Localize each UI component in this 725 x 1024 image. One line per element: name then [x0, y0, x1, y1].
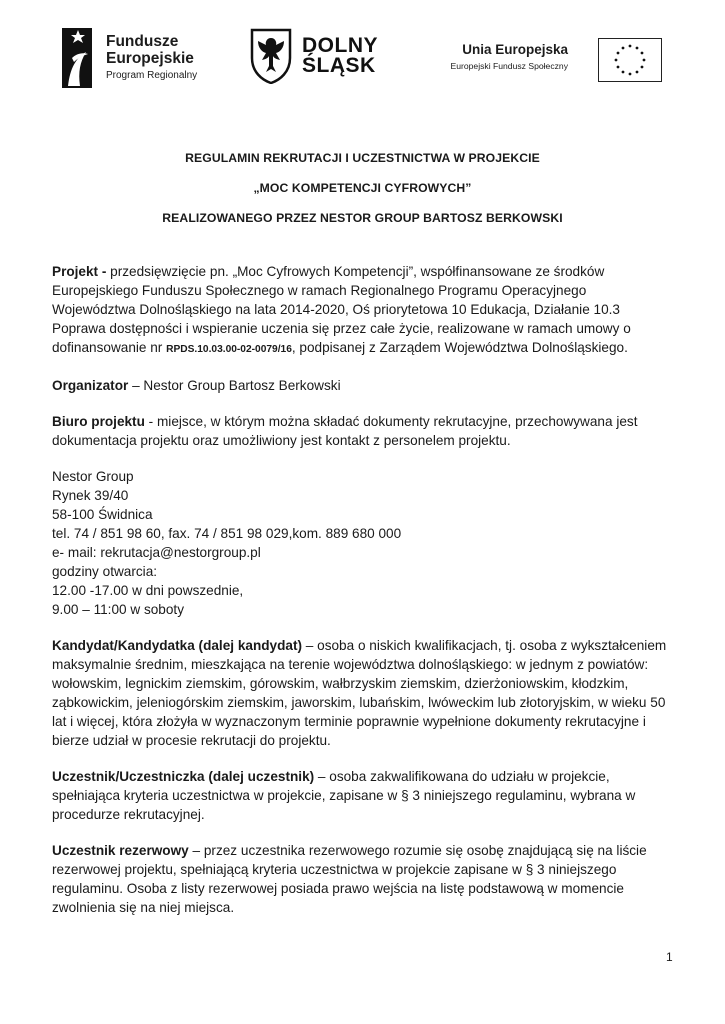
eagle-shield-icon [250, 28, 292, 84]
dolny-slask-logo-line1: DOLNY [302, 34, 378, 57]
definition-uczestnik [52, 767, 670, 824]
term-kandydat: Kandydat/Kandydatka (dalej kandydat) [52, 638, 303, 653]
office-address [52, 467, 670, 619]
definition-kandydat-text: – osoba o niskich kwalifikacjach, tj. osoba z wykształceniem maksymalnie średnim, mieszkająca na terenie województwa dolnośląskiego: w jednym z powiatów: wołowskim, legnickim ziemskim, górowskim, wałbrzyskim ziemskim, dzierżoniowskim, kłodzkim, ząbkowickim, jeleniogórskim ziemskim, jaworskim, lubańskim, lwóweckim lub złotoryjskim, w wieku 50 lat i więcej, która złożyła w wyznaczonym terminie poprawnie wypełnione dokumenty rekrutacyjne i bierze udział w procesie rekrutacji do projektu. [52, 638, 667, 748]
dolny-slask-logo [250, 28, 400, 88]
unia-logo-line1: Unia Europejska [462, 42, 568, 57]
definition-biuro-text: - miejsce, w którym można składać dokumenty rekrutacyjne, przechowywana jest dokumentacja projektu oraz umożliwiony jest kontakt z personelem projektu. [52, 414, 638, 448]
definition-biuro [52, 412, 670, 450]
definition-organizator-text: – Nestor Group Bartosz Berkowski [128, 378, 341, 393]
address-name: Nestor Group [52, 469, 134, 484]
dolny-slask-logo-line2: ŚLĄSK [302, 53, 376, 77]
unia-logo-line2: Europejski Fundusz Społeczny [450, 61, 568, 71]
definition-projekt [52, 262, 670, 359]
address-city: 58-100 Świdnica [52, 507, 153, 522]
definition-uczestnik-text: – osoba zakwalifikowana do udziału w projekcie, spełniająca kryteria uczestnictwa w projekcie, zapisane w § 3 niniejszego regulaminu, wybrana w procedurze rekrutacyjnej. [52, 769, 636, 822]
unia-europejska-logo [436, 28, 666, 88]
address-hours-saturday: 9.00 – 11:00 w soboty [52, 602, 185, 617]
definition-organizator [52, 376, 670, 395]
fundusze-logo-line1: Fundusze [106, 33, 179, 50]
term-biuro: Biuro projektu [52, 414, 145, 429]
document-title-line1: REGULAMIN REKRUTACJI I UCZESTNICTWA W PROJEKCIE [185, 151, 540, 165]
address-email: e- mail: rekrutacja@nestorgroup.pl [52, 545, 261, 560]
address-street: Rynek 39/40 [52, 488, 129, 503]
fundusze-logo-line3: Program Regionalny [106, 70, 198, 81]
definition-uczestnik-rezerwowy [52, 841, 670, 917]
definition-projekt-text: przedsięwzięcie pn. „Moc Cyfrowych Kompetencji”, współfinansowane ze środków Europejskiego Funduszu Społecznego w ramach Regionalnego Programu Operacyjnego Województwa Dolnośląskiego na lata 2014-2020, Oś priorytetowa 10 Edukacja, Działanie 10.3 Poprawa dostępności i wspieranie uczenia się przez całe życie, realizowane w ramach umowy o dofinansowanie nr [52, 264, 631, 355]
fundusze-logo-line2: Europejskie [106, 49, 194, 67]
eu-flag-icon [598, 38, 662, 82]
fundusze-europejskie-logo [62, 28, 222, 88]
document-title-line2: „MOC KOMPETENCJI CYFROWYCH” [253, 181, 472, 195]
address-hours-label: godziny otwarcia: [52, 564, 158, 579]
term-organizator: Organizator [52, 378, 129, 393]
page-number: 1 [666, 950, 673, 964]
term-projekt: Projekt - [52, 264, 107, 279]
term-uczestnik: Uczestnik/Uczestniczka (dalej uczestnik) [52, 769, 315, 784]
document-title-line3: REALIZOWANEGO PRZEZ NESTOR GROUP BARTOSZ BERKOWSKI [162, 211, 563, 225]
contract-number: RPDS.10.03.00-02-0079/16 [166, 344, 292, 355]
definition-projekt-text-end: , podpisanej z Zarządem Województwa Dolnośląskiego. [291, 340, 628, 355]
address-hours-week: 12.00 -17.00 w dni powszednie, [52, 583, 244, 598]
document-body [52, 262, 670, 934]
definition-kandydat [52, 636, 670, 750]
logo-bar [0, 28, 725, 88]
fundusze-europejskie-emblem-icon [62, 28, 102, 88]
term-uczestnik-rezerwowy: Uczestnik rezerwowy [52, 843, 189, 858]
definition-uczestnik-rezerwowy-text: – przez uczestnika rezerwowego rozumie się osobę znajdującą się na liście rezerwowej projektu, spełniającą kryteria uczestnictwa w projekcie zapisane w § 3 niniejszego regulaminu. Osoba z listy rezerwowej posiada prawo wejścia na listę podstawową w momencie zwolnienia się na niej miejsca. [52, 843, 647, 915]
address-phone: tel. 74 / 851 98 60, fax. 74 / 851 98 029,kom. 889 680 000 [52, 526, 402, 541]
